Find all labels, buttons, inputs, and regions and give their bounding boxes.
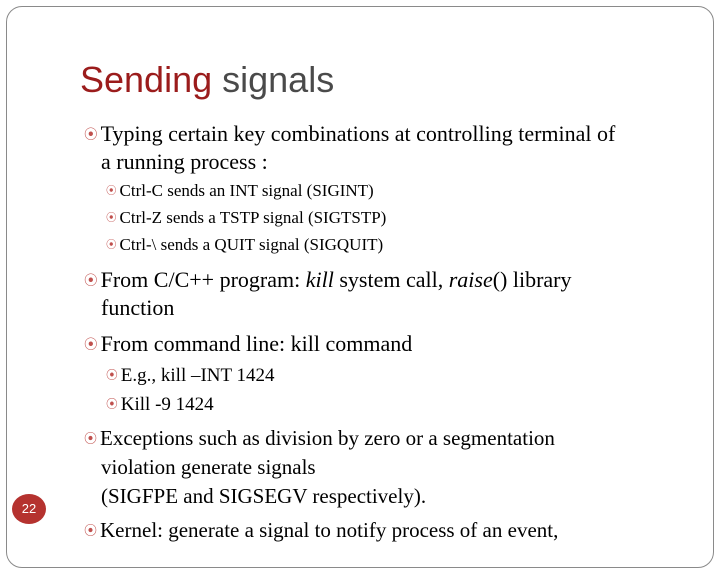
bullet-from-program-cont: function: [101, 295, 175, 320]
bullet-icon: ⦿: [84, 126, 98, 143]
bullet-from-program: [84, 266, 572, 297]
bullet-icon: ⦿: [106, 239, 117, 252]
bullet-text: Typing certain key combinations at controlling terminal of: [100, 121, 616, 146]
bullet-text: system call,: [333, 267, 449, 292]
bullet-icon: ⦿: [84, 272, 98, 289]
bullet-text: From command line: kill command: [100, 331, 413, 356]
bullet-text: Kill -9 1424: [120, 394, 214, 415]
bullet-icon: ⦿: [106, 368, 118, 383]
bullet-text: Exceptions such as division by zero or a segmentation: [100, 426, 555, 450]
sub-bullet-ctrl-z: [106, 207, 386, 231]
bullet-text: Ctrl-C sends an INT signal (SIGINT): [119, 181, 374, 200]
bullet-text: E.g., kill –INT 1424: [120, 365, 275, 386]
sub-bullet-ctrl-c: [106, 180, 374, 204]
bullet-command-line: [84, 330, 412, 361]
raise-italic: raise: [448, 267, 493, 292]
page-number-badge: 22: [12, 494, 46, 524]
bullet-text: From C/C++ program:: [100, 267, 306, 292]
title-word-signals: signals: [222, 59, 335, 100]
sub-bullet-kill-int: [106, 362, 275, 391]
bullet-text: () library: [492, 267, 572, 292]
bullet-icon: ⦿: [84, 432, 98, 448]
bullet-typing-keys-cont: a running process :: [101, 149, 268, 174]
bullet-icon: ⦿: [106, 397, 118, 412]
sub-bullet-ctrl-backslash: [106, 234, 383, 258]
slide-title: [80, 58, 334, 102]
bullet-icon: ⦿: [106, 212, 117, 225]
kill-italic: kill: [305, 267, 334, 292]
bullet-icon: ⦿: [106, 185, 117, 198]
bullet-kernel: [84, 516, 558, 548]
bullet-text: Ctrl-\ sends a QUIT signal (SIGQUIT): [119, 235, 384, 254]
bullet-text: Kernel: generate a signal to notify process of an event,: [100, 518, 559, 542]
bullet-icon: ⦿: [84, 336, 98, 353]
bullet-exceptions-cont2: (SIGFPE and SIGSEGV respectively).: [101, 484, 427, 508]
bullet-typing-keys: [84, 120, 615, 151]
bullet-icon: ⦿: [84, 524, 98, 540]
bullet-exceptions: [84, 424, 555, 456]
sub-bullet-kill-9: [106, 391, 214, 420]
bullet-exceptions-cont1: violation generate signals: [101, 455, 316, 479]
title-word-sending: Sending: [80, 59, 213, 100]
bullet-text: Ctrl-Z sends a TSTP signal (SIGTSTP): [119, 208, 387, 227]
